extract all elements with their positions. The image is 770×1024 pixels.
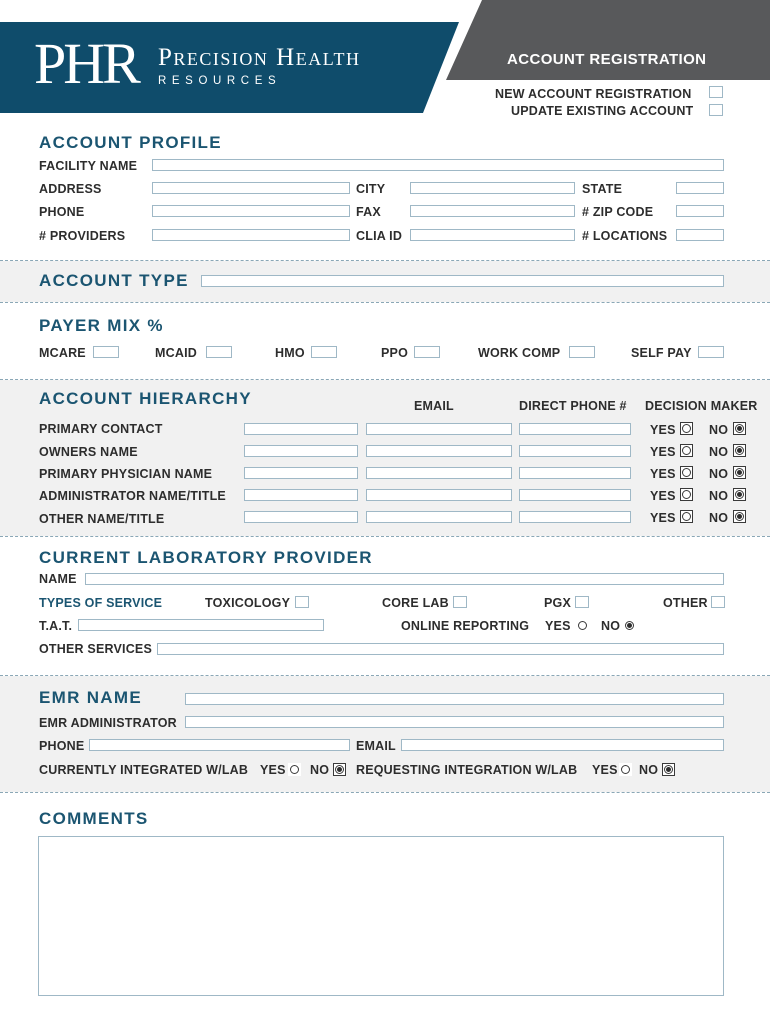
lab-name-field[interactable]	[85, 573, 724, 585]
payer-mcaid-label: MCAID	[155, 346, 197, 360]
other-service-checkbox[interactable]	[711, 596, 725, 608]
core-lab-checkbox[interactable]	[453, 596, 467, 608]
payer-ppo-label: PPO	[381, 346, 408, 360]
hierarchy-row-label: ADMINISTRATOR NAME/TITLE	[39, 489, 226, 503]
hierarchy-phone-field[interactable]	[519, 489, 631, 501]
integrated-no-label: NO	[310, 763, 330, 777]
hierarchy-decision-header: DECISION MAKER	[645, 399, 758, 413]
hierarchy-name-field[interactable]	[244, 511, 358, 523]
emr-email-label: EMAIL	[356, 739, 396, 753]
hierarchy-row-label: OWNERS NAME	[39, 445, 138, 459]
no-label: NO	[709, 489, 729, 503]
other-services-label: OTHER SERVICES	[39, 642, 153, 656]
update-account-label: UPDATE EXISTING ACCOUNT	[511, 104, 694, 118]
decision-yes-radio[interactable]	[680, 444, 693, 457]
hierarchy-email-header: EMAIL	[414, 399, 454, 413]
decision-yes-radio[interactable]	[680, 466, 693, 479]
integrated-no-radio[interactable]	[333, 763, 346, 776]
logo-mark: PHR	[34, 31, 138, 96]
payer-workcomp-field[interactable]	[569, 346, 595, 358]
zip-field[interactable]	[676, 205, 724, 217]
online-yes-label: YES	[545, 619, 571, 633]
hierarchy-row-label: OTHER NAME/TITLE	[39, 512, 165, 526]
requesting-label: REQUESTING INTEGRATION W/LAB	[356, 763, 578, 777]
online-reporting-label: ONLINE REPORTING	[401, 619, 530, 633]
divider	[0, 302, 770, 303]
divider	[0, 536, 770, 537]
hierarchy-name-field[interactable]	[244, 445, 358, 457]
state-field[interactable]	[676, 182, 724, 194]
decision-yes-radio[interactable]	[680, 422, 693, 435]
logo-line2: RESOURCES	[158, 75, 282, 87]
requesting-no-label: NO	[639, 763, 659, 777]
payer-workcomp-label: WORK COMP	[478, 346, 561, 360]
no-label: NO	[709, 445, 729, 459]
update-account-checkbox[interactable]	[709, 104, 723, 116]
new-account-checkbox[interactable]	[709, 86, 723, 98]
tat-field[interactable]	[78, 619, 324, 631]
hierarchy-name-field[interactable]	[244, 423, 358, 435]
decision-no-radio[interactable]	[733, 466, 746, 479]
hierarchy-email-field[interactable]	[366, 445, 512, 457]
no-label: NO	[709, 511, 729, 525]
emr-heading: EMR NAME	[39, 688, 142, 707]
hierarchy-phone-field[interactable]	[519, 511, 631, 523]
address-label: ADDRESS	[39, 182, 102, 196]
online-no-radio[interactable]	[623, 619, 636, 632]
logo-line1: Precision Health	[158, 44, 361, 71]
yes-label: YES	[650, 423, 676, 437]
lab-provider-heading: CURRENT LABORATORY PROVIDER	[39, 548, 373, 567]
new-account-label: NEW ACCOUNT REGISTRATION	[495, 87, 692, 101]
pgx-checkbox[interactable]	[575, 596, 589, 608]
integrated-label: CURRENTLY INTEGRATED W/LAB	[39, 763, 249, 777]
hierarchy-email-field[interactable]	[366, 467, 512, 479]
divider	[0, 260, 770, 261]
emr-name-field[interactable]	[185, 693, 724, 705]
payer-hmo-label: HMO	[275, 346, 305, 360]
yes-label: YES	[650, 467, 676, 481]
emr-phone-label: PHONE	[39, 739, 85, 753]
tat-label: T.A.T.	[39, 619, 73, 633]
divider	[0, 792, 770, 793]
hierarchy-phone-header: DIRECT PHONE #	[519, 399, 627, 413]
decision-no-radio[interactable]	[733, 444, 746, 457]
hierarchy-row-label: PRIMARY PHYSICIAN NAME	[39, 467, 213, 481]
core-lab-label: CORE LAB	[382, 596, 449, 610]
hierarchy-row-label: PRIMARY CONTACT	[39, 422, 163, 436]
fax-label: FAX	[356, 205, 381, 219]
account-type-field[interactable]	[201, 275, 724, 287]
integrated-yes-radio[interactable]	[288, 763, 301, 776]
requesting-yes-radio[interactable]	[619, 763, 632, 776]
phone-label: PHONE	[39, 205, 85, 219]
no-label: NO	[709, 423, 729, 437]
payer-mcare-label: MCARE	[39, 346, 86, 360]
account-type-heading: ACCOUNT TYPE	[39, 271, 189, 290]
providers-label: # PROVIDERS	[39, 229, 126, 243]
providers-field[interactable]	[152, 229, 350, 241]
payer-mcare-field[interactable]	[93, 346, 119, 358]
payer-hmo-field[interactable]	[311, 346, 337, 358]
divider	[0, 379, 770, 380]
emr-phone-field[interactable]	[89, 739, 350, 751]
state-label: STATE	[582, 182, 623, 196]
payer-selfpay-field[interactable]	[698, 346, 724, 358]
decision-yes-radio[interactable]	[680, 510, 693, 523]
locations-label: # LOCATIONS	[582, 229, 668, 243]
account-profile-heading: ACCOUNT PROFILE	[39, 133, 222, 152]
payer-mcaid-field[interactable]	[206, 346, 232, 358]
hierarchy-email-field[interactable]	[366, 489, 512, 501]
yes-label: YES	[650, 489, 676, 503]
no-label: NO	[709, 467, 729, 481]
zip-label: # ZIP CODE	[582, 205, 654, 219]
lab-name-label: NAME	[39, 572, 77, 586]
pgx-label: PGX	[544, 596, 571, 610]
integrated-yes-label: YES	[260, 763, 286, 777]
hierarchy-phone-field[interactable]	[519, 423, 631, 435]
toxicology-label: TOXICOLOGY	[205, 596, 291, 610]
emr-email-field[interactable]	[401, 739, 724, 751]
decision-yes-radio[interactable]	[680, 488, 693, 501]
city-field[interactable]	[410, 182, 575, 194]
title-bar-shape	[446, 0, 770, 80]
hierarchy-email-field[interactable]	[366, 511, 512, 523]
address-field[interactable]	[152, 182, 350, 194]
comments-heading: COMMENTS	[39, 809, 149, 828]
hierarchy-name-field[interactable]	[244, 489, 358, 501]
payer-selfpay-label: SELF PAY	[631, 346, 692, 360]
clia-field[interactable]	[410, 229, 575, 241]
other-service-label: OTHER	[663, 596, 708, 610]
other-services-field[interactable]	[157, 643, 724, 655]
locations-field[interactable]	[676, 229, 724, 241]
decision-no-radio[interactable]	[733, 488, 746, 501]
facility-name-field[interactable]	[152, 159, 724, 171]
hierarchy-heading: ACCOUNT HIERARCHY	[39, 389, 252, 408]
emr-administrator-label: EMR ADMINISTRATOR	[39, 716, 177, 730]
comments-textarea[interactable]	[38, 836, 724, 996]
yes-label: YES	[650, 511, 676, 525]
decision-no-radio[interactable]	[733, 422, 746, 435]
online-no-label: NO	[601, 619, 621, 633]
payer-mix-heading: PAYER MIX %	[39, 316, 164, 335]
phone-field[interactable]	[152, 205, 350, 217]
hierarchy-email-field[interactable]	[366, 423, 512, 435]
payer-ppo-field[interactable]	[414, 346, 440, 358]
hierarchy-phone-field[interactable]	[519, 467, 631, 479]
yes-label: YES	[650, 445, 676, 459]
facility-name-label: FACILITY NAME	[39, 159, 138, 173]
requesting-no-radio[interactable]	[662, 763, 675, 776]
city-label: CITY	[356, 182, 386, 196]
fax-field[interactable]	[410, 205, 575, 217]
divider	[0, 675, 770, 676]
form-title: ACCOUNT REGISTRATION	[507, 51, 707, 68]
toxicology-checkbox[interactable]	[295, 596, 309, 608]
decision-no-radio[interactable]	[733, 510, 746, 523]
clia-label: CLIA ID	[356, 229, 403, 243]
requesting-yes-label: YES	[592, 763, 618, 777]
hierarchy-phone-field[interactable]	[519, 445, 631, 457]
hierarchy-name-field[interactable]	[244, 467, 358, 479]
emr-administrator-field[interactable]	[185, 716, 724, 728]
types-of-service-label: TYPES OF SERVICE	[39, 596, 163, 610]
online-yes-radio[interactable]	[576, 619, 589, 632]
